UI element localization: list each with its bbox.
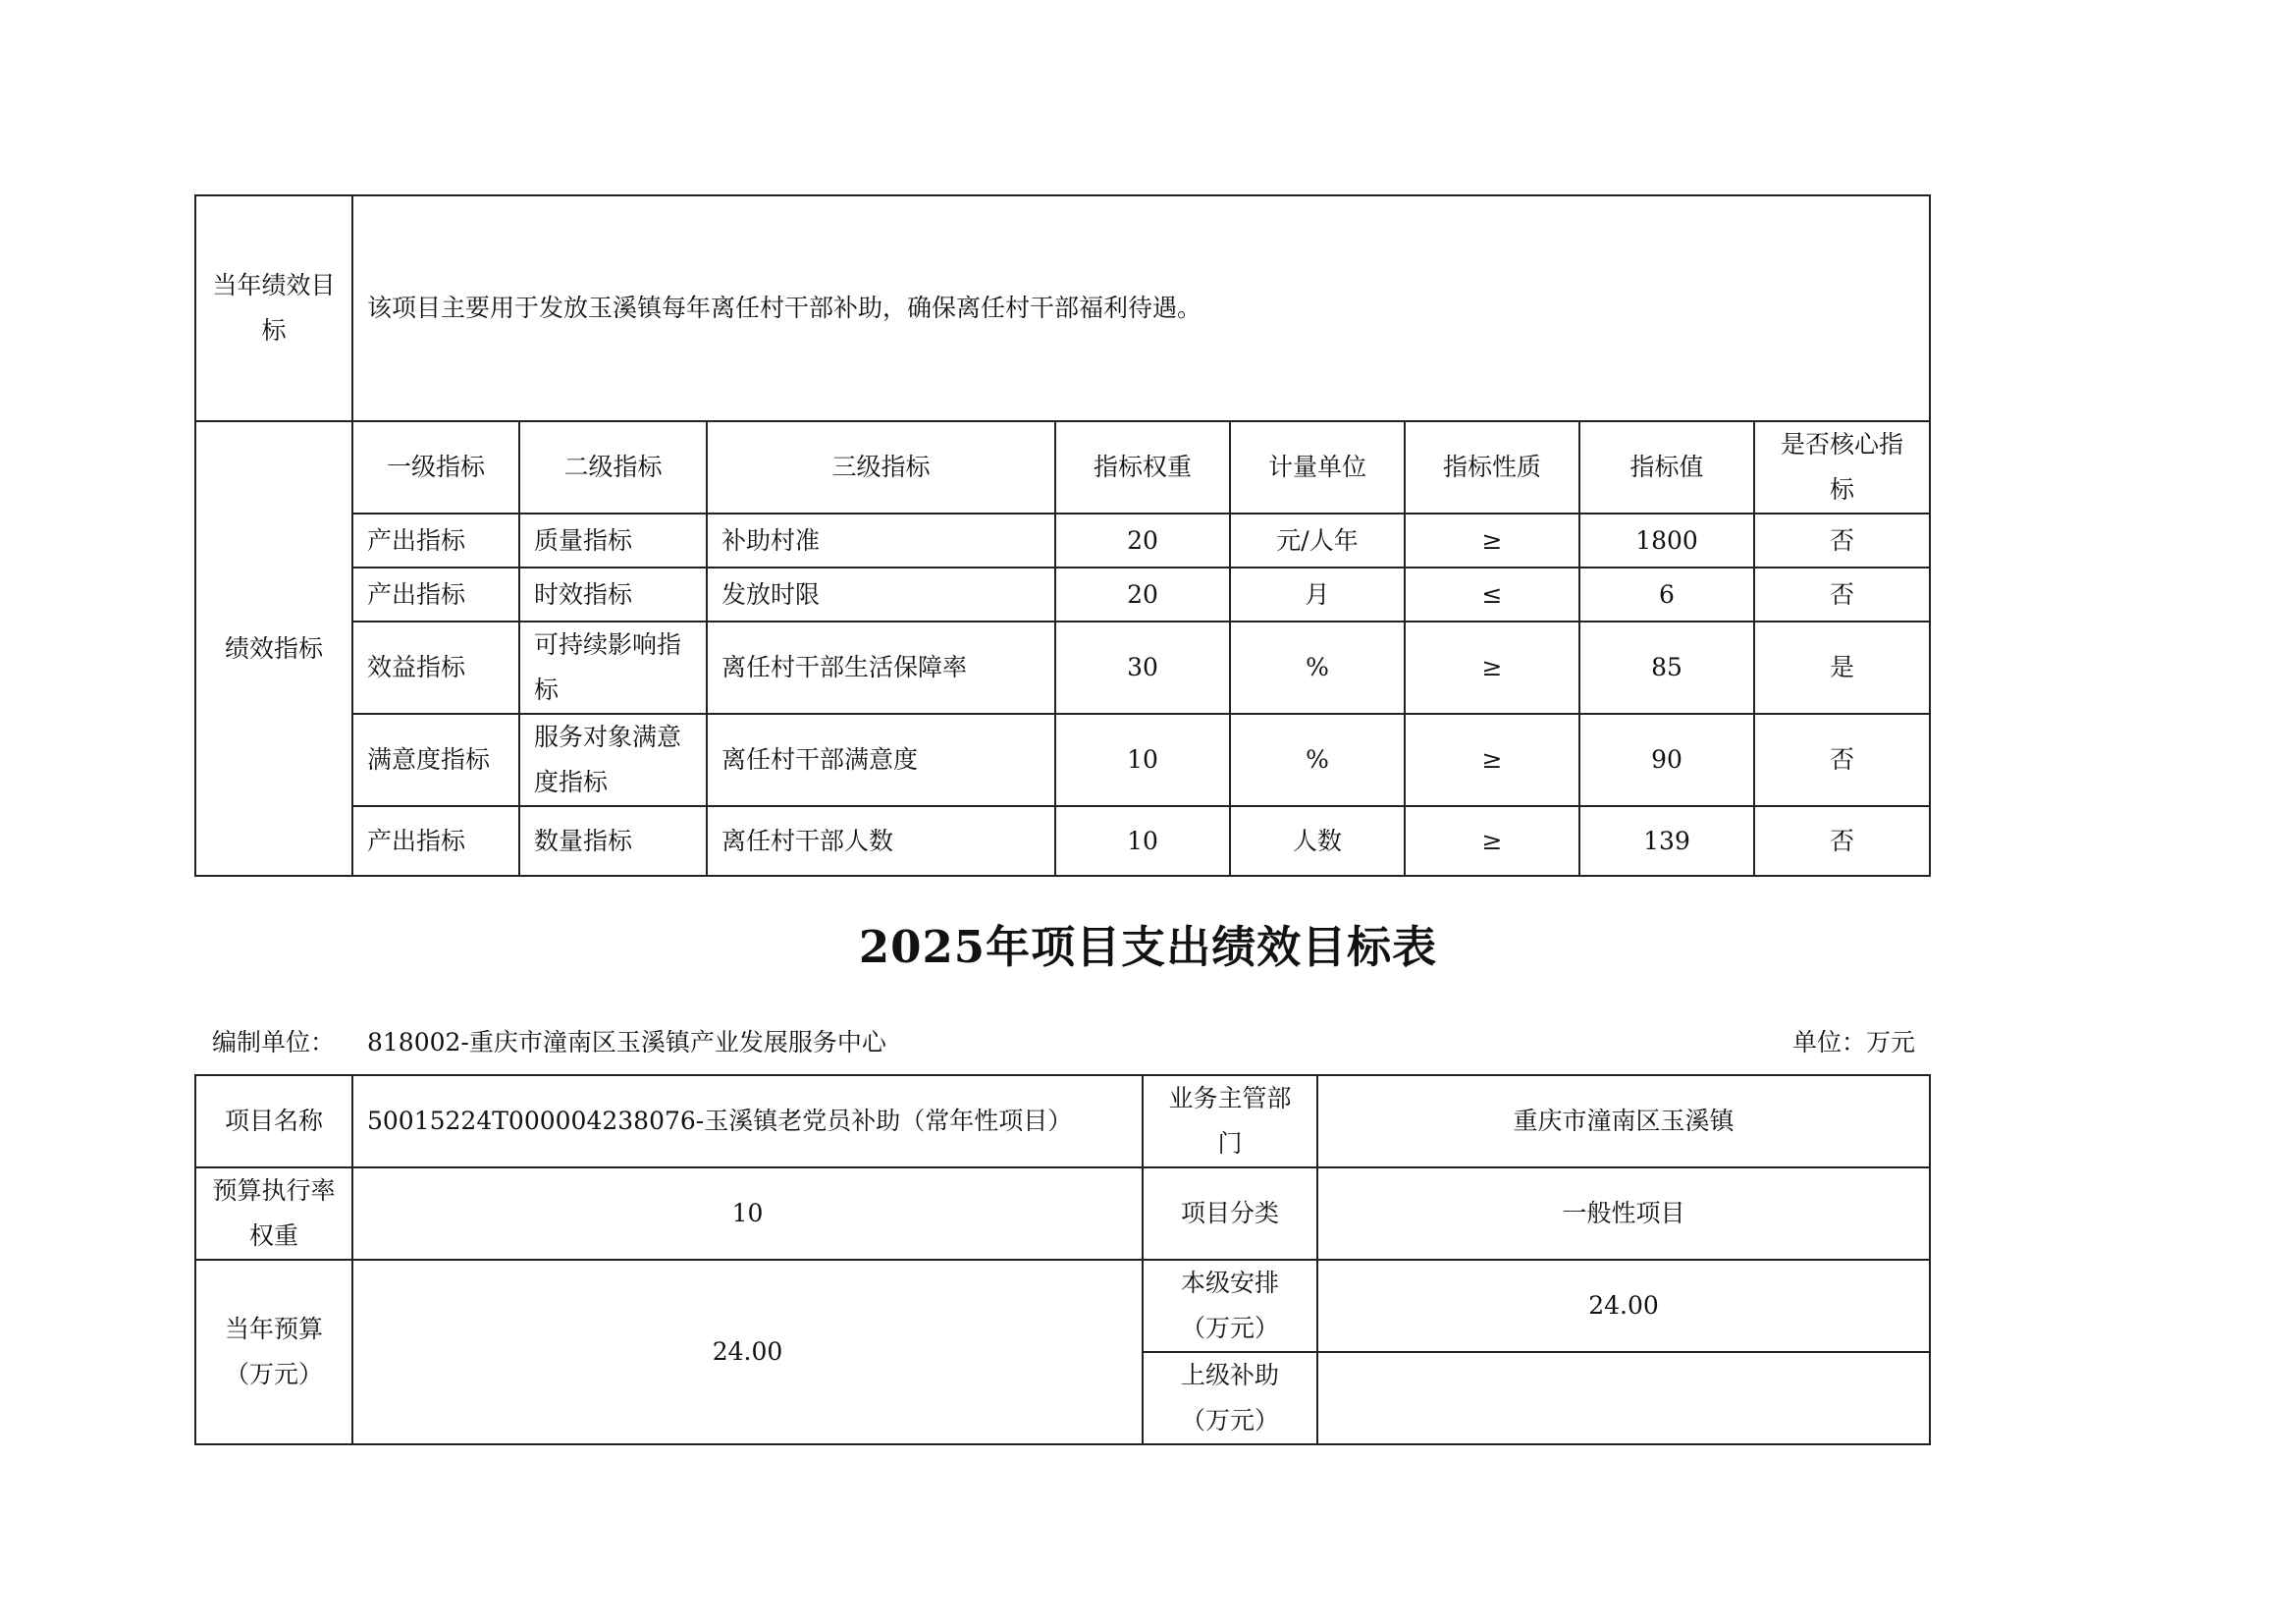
local-value: 24.00 — [1317, 1260, 1930, 1352]
cell-level3: 离任村干部生活保障率 — [707, 622, 1055, 714]
header-level3: 三级指标 — [707, 421, 1055, 514]
dept-value: 重庆市潼南区玉溪镇 — [1317, 1075, 1930, 1167]
header-value: 指标值 — [1579, 421, 1754, 514]
cell-value: 6 — [1579, 568, 1754, 622]
table-row — [195, 514, 1930, 568]
cell-level1: 产出指标 — [352, 514, 519, 568]
header-level1: 一级指标 — [352, 421, 519, 514]
cell-value: 85 — [1579, 622, 1754, 714]
cell-level1: 产出指标 — [352, 806, 519, 876]
cell-core: 否 — [1754, 514, 1930, 568]
cell-level3: 发放时限 — [707, 568, 1055, 622]
project-name-value: 50015224T000004238076-玉溪镇老党员补助（常年性项目） — [352, 1075, 1143, 1167]
cell-level1: 产出指标 — [352, 568, 519, 622]
cell-weight: 20 — [1055, 568, 1230, 622]
project-budget-table — [194, 1074, 1931, 1445]
cell-unit: % — [1230, 622, 1405, 714]
header-nature: 指标性质 — [1405, 421, 1579, 514]
table-row — [195, 714, 1930, 806]
org-value: 818002-重庆市潼南区玉溪镇产业发展服务中心 — [367, 1028, 886, 1056]
cell-level2: 质量指标 — [519, 514, 707, 568]
cell-level2: 数量指标 — [519, 806, 707, 876]
cell-unit: 月 — [1230, 568, 1405, 622]
cell-level1: 效益指标 — [352, 622, 519, 714]
cell-weight: 10 — [1055, 806, 1230, 876]
cell-value: 139 — [1579, 806, 1754, 876]
cell-unit: % — [1230, 714, 1405, 806]
cell-level3: 离任村干部满意度 — [707, 714, 1055, 806]
performance-indicator-table — [194, 194, 1931, 877]
section-title: 2025年项目支出绩效目标表 — [858, 921, 1438, 973]
cell-core: 否 — [1754, 568, 1930, 622]
cell-weight: 10 — [1055, 714, 1230, 806]
cell-level3: 离任村干部人数 — [707, 806, 1055, 876]
rate-label: 预算执行率权重 — [195, 1167, 352, 1260]
goal-text: 该项目主要用于发放玉溪镇每年离任村干部补助，确保离任村干部福利待遇。 — [352, 195, 1930, 421]
cell-nature: ≥ — [1405, 514, 1579, 568]
budget-value: 24.00 — [352, 1260, 1143, 1444]
category-value: 一般性项目 — [1317, 1167, 1930, 1260]
cell-level2: 时效指标 — [519, 568, 707, 622]
indicators-label: 绩效指标 — [195, 421, 352, 876]
header-level2: 二级指标 — [519, 421, 707, 514]
cell-core: 否 — [1754, 714, 1930, 806]
org-label: 编制单位： — [212, 1028, 336, 1056]
subsidy-label: 上级补助（万元） — [1143, 1352, 1317, 1444]
cell-level3: 补助村准 — [707, 514, 1055, 568]
cell-core: 否 — [1754, 806, 1930, 876]
category-label: 项目分类 — [1143, 1167, 1317, 1260]
cell-value: 90 — [1579, 714, 1754, 806]
table-row — [195, 622, 1930, 714]
header-unit: 计量单位 — [1230, 421, 1405, 514]
cell-level2: 服务对象满意度指标 — [519, 714, 707, 806]
budget-label: 当年预算（万元） — [195, 1260, 352, 1444]
cell-level1: 满意度指标 — [352, 714, 519, 806]
header-weight: 指标权重 — [1055, 421, 1230, 514]
cell-unit: 人数 — [1230, 806, 1405, 876]
cell-nature: ≥ — [1405, 714, 1579, 806]
rate-value: 10 — [352, 1167, 1143, 1260]
unit-label: 单位：万元 — [1791, 1028, 1915, 1056]
cell-nature: ≤ — [1405, 568, 1579, 622]
cell-weight: 20 — [1055, 514, 1230, 568]
table-row — [195, 568, 1930, 622]
cell-nature: ≥ — [1405, 622, 1579, 714]
goal-label: 当年绩效目标 — [195, 195, 352, 421]
dept-label: 业务主管部门 — [1143, 1075, 1317, 1167]
cell-core: 是 — [1754, 622, 1930, 714]
table-row — [195, 806, 1930, 876]
cell-unit: 元/人年 — [1230, 514, 1405, 568]
cell-level2: 可持续影响指标 — [519, 622, 707, 714]
local-label: 本级安排（万元） — [1143, 1260, 1317, 1352]
cell-value: 1800 — [1579, 514, 1754, 568]
project-name-label: 项目名称 — [195, 1075, 352, 1167]
cell-weight: 30 — [1055, 622, 1230, 714]
cell-nature: ≥ — [1405, 806, 1579, 876]
subsidy-value — [1317, 1352, 1930, 1444]
header-core: 是否核心指标 — [1754, 421, 1930, 514]
